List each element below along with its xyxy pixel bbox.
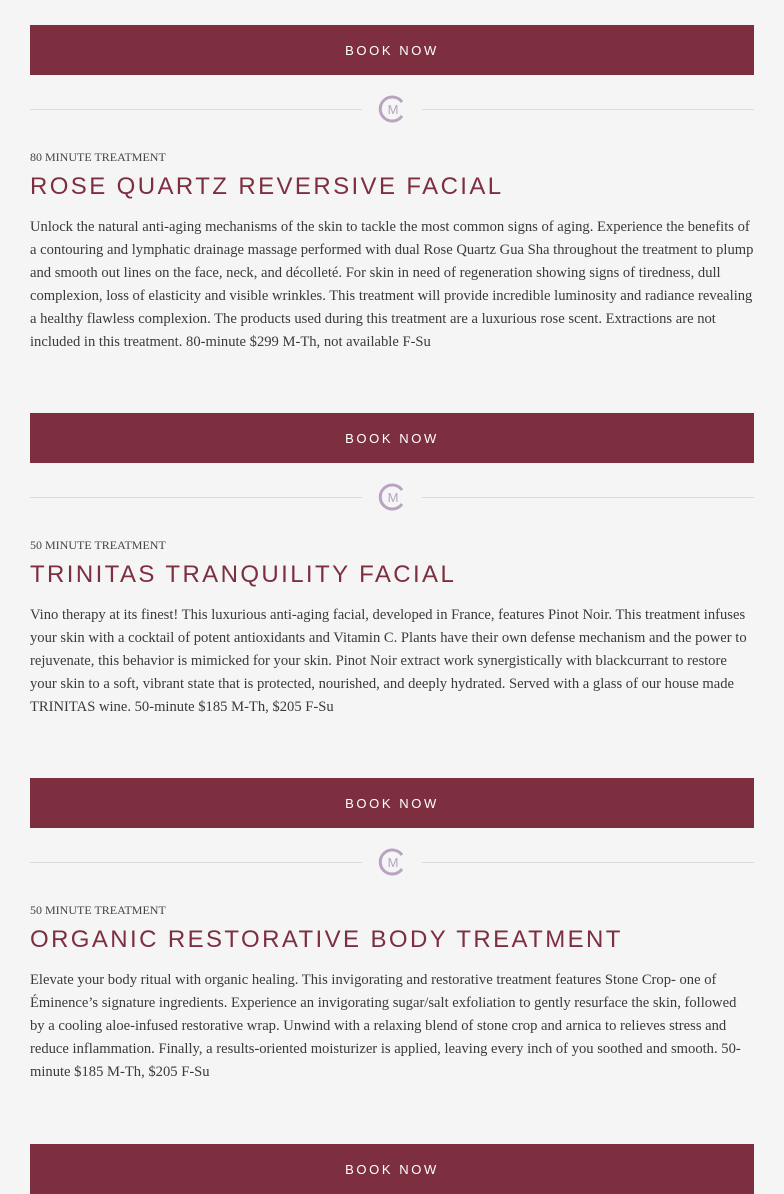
book-now-button[interactable]: BOOK NOW bbox=[30, 25, 754, 75]
treatment-description: Elevate your body ritual with organic healing. This invigorating and restorative treatment features Stone Crop- one of Éminence’s signature ingredients. Experience an invigorating sugar/salt exfoliation to gently resurface the skin, followed by a cooling aloe-infused restorative wrap. Unwind with a relaxing blend of stone crop and arnica to relieves stress and reduce inflammation. Finally, a results-oriented moisturizer is applied, leaving every inch of you soothed and smooth. 50-minute $185 M-Th, $205 F-Su bbox=[30, 972, 741, 1080]
section-divider bbox=[30, 93, 754, 125]
treatment-title: TRINITAS TRANQUILITY FACIAL bbox=[30, 561, 457, 588]
treatment-card bbox=[30, 150, 754, 165]
book-now-button[interactable]: BOOK NOW bbox=[30, 1144, 754, 1194]
treatment-duration: 80 MINUTE TREATMENT bbox=[30, 150, 166, 164]
cm-monogram-logo-icon bbox=[376, 93, 408, 125]
svg-text:M: M bbox=[387, 855, 399, 870]
book-now-button[interactable]: BOOK NOW bbox=[30, 778, 754, 828]
cm-monogram-logo-icon bbox=[376, 846, 408, 878]
book-now-button[interactable]: BOOK NOW bbox=[30, 413, 754, 463]
cm-monogram-logo-icon bbox=[376, 481, 408, 513]
section-divider bbox=[30, 481, 754, 513]
section-divider bbox=[30, 846, 754, 878]
treatment-description: Vino therapy at its finest! This luxurious anti-aging facial, developed in France, features Pinot Noir. This treatment infuses your skin with a cocktail of potent antioxidants and Vitamin C. Plants have their own defense mechanism and the power to rejuvenate, this behavior is mimicked for your skin. Pinot Noir extract work synergistically with blackcurrant to restore your skin to a soft, vibrant state that is protected, nourished, and deeply hydrated. Served with a glass of our house made TRINITAS wine. 50-minute $185 M-Th, $205 F-Su bbox=[30, 607, 747, 715]
svg-text:M: M bbox=[387, 102, 399, 117]
treatment-duration: 50 MINUTE TREATMENT bbox=[30, 538, 166, 552]
treatment-title: ORGANIC RESTORATIVE BODY TREATMENT bbox=[30, 926, 623, 953]
treatment-title: ROSE QUARTZ REVERSIVE FACIAL bbox=[30, 173, 504, 200]
treatment-duration: 50 MINUTE TREATMENT bbox=[30, 903, 166, 917]
svg-text:M: M bbox=[387, 490, 399, 505]
treatment-description: Unlock the natural anti-aging mechanisms of the skin to tackle the most common signs of aging. Experience the benefits of a contouring and lymphatic drainage massage performed with dual Rose Quartz Gua Sha throughout the treatment to plump and smooth out lines on the face, neck, and décolleté. For skin in need of regeneration showing signs of tiredness, dull complexion, loss of elasticity and visible wrinkles. This treatment will provide incredible luminosity and radiance revealing a healthy flawless complexion. The products used during this treatment are a luxurious rose scent. Extractions are not included in this treatment. 80-minute $299 M-Th, not available F-Su bbox=[30, 219, 754, 350]
